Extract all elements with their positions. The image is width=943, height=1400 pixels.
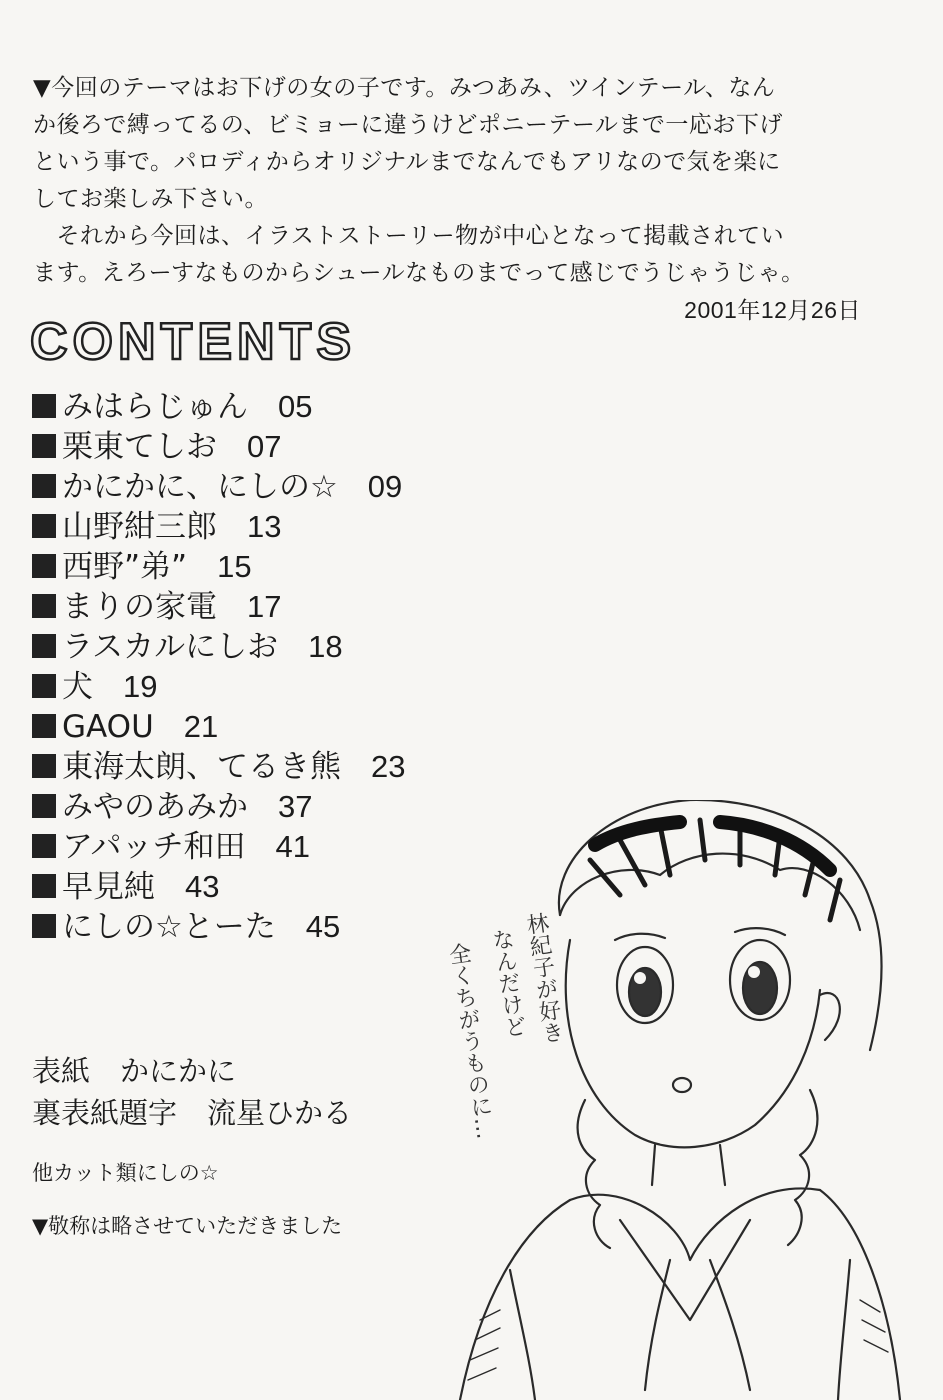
square-bullet-icon bbox=[32, 874, 56, 898]
toc-author: みはらじゅん bbox=[62, 389, 248, 425]
toc-author: 早見純 bbox=[62, 869, 155, 905]
intro-line: か後ろで縛ってるの、ビミョーに違うけどポニーテールまで一応お下げ bbox=[33, 112, 783, 138]
toc-page: 05 bbox=[278, 389, 313, 424]
square-bullet-icon bbox=[32, 434, 56, 458]
girl-sketch-illustration bbox=[420, 800, 920, 1400]
square-bullet-icon bbox=[32, 554, 56, 578]
toc-page: 15 bbox=[217, 549, 252, 584]
square-bullet-icon bbox=[32, 594, 56, 618]
toc-page: 13 bbox=[247, 509, 282, 544]
toc-entry bbox=[32, 587, 405, 627]
cover-artist: かにかに bbox=[120, 1054, 237, 1088]
toc-entry bbox=[32, 667, 405, 707]
toc-author: かにかに、にしの☆ bbox=[62, 469, 338, 505]
intro-line: それから今回は、イラストストーリー物が中心となって掲載されてい bbox=[33, 223, 785, 249]
intro-line: ます。えろーすなものからシュールなものまでって感じでうじゃうじゃ。 bbox=[33, 260, 805, 286]
cover-label: 表紙 bbox=[32, 1054, 91, 1088]
toc-entry bbox=[32, 627, 405, 667]
toc-author: 犬 bbox=[62, 669, 93, 705]
square-bullet-icon bbox=[32, 674, 56, 698]
toc-author: みやのあみか bbox=[62, 789, 248, 825]
square-bullet-icon bbox=[32, 834, 56, 858]
intro-date: 2001年12月26日 bbox=[684, 297, 861, 323]
toc-entry bbox=[32, 787, 405, 827]
square-bullet-icon bbox=[32, 754, 56, 778]
toc-page: 17 bbox=[247, 589, 282, 624]
handwritten-note-3: 全くちがうものに… bbox=[444, 941, 497, 1141]
toc-entry bbox=[32, 467, 405, 507]
toc-page: 41 bbox=[275, 829, 311, 864]
toc-entry bbox=[32, 907, 405, 947]
back-cover-label: 裏表紙題字 bbox=[32, 1096, 178, 1130]
toc-page: 45 bbox=[305, 909, 341, 944]
intro-line: ▼今回のテーマはお下げの女の子です。みつあみ、ツインテール、なん bbox=[33, 75, 776, 101]
intro-line: してお楽しみ下さい。 bbox=[33, 186, 268, 212]
back-cover-artist: 流星ひかる bbox=[207, 1096, 353, 1130]
toc-author: 西野”弟” bbox=[62, 549, 188, 585]
toc-entry bbox=[32, 427, 405, 467]
toc-entry bbox=[32, 827, 405, 867]
cuts-label: 他カット類 bbox=[32, 1161, 137, 1185]
contents-heading: CONTENTS bbox=[30, 313, 356, 371]
toc-entry bbox=[32, 747, 405, 787]
intro-line: という事で。パロディからオリジナルまでなんでもアリなので気を楽に bbox=[33, 149, 781, 175]
table-of-contents bbox=[32, 387, 405, 947]
intro-text bbox=[33, 70, 873, 329]
square-bullet-icon bbox=[32, 914, 56, 938]
toc-author: 東海太朗、てるき熊 bbox=[62, 749, 341, 785]
toc-page: 23 bbox=[371, 749, 406, 784]
square-bullet-icon bbox=[32, 714, 56, 738]
credits bbox=[32, 1050, 352, 1134]
toc-entry bbox=[32, 507, 405, 547]
toc-entry bbox=[32, 707, 405, 747]
handwritten-note-1: 林紀子が好き bbox=[521, 910, 566, 1046]
square-bullet-icon bbox=[32, 514, 56, 538]
toc-author: GAOU bbox=[62, 709, 154, 745]
toc-author: 栗東てしお bbox=[62, 429, 217, 465]
toc-entry bbox=[32, 867, 405, 907]
toc-page: 07 bbox=[247, 429, 282, 464]
toc-entry bbox=[32, 547, 405, 587]
toc-page: 18 bbox=[308, 629, 343, 664]
toc-page: 09 bbox=[367, 469, 403, 504]
back-cover-credit bbox=[32, 1092, 352, 1134]
square-bullet-icon bbox=[32, 474, 56, 498]
toc-page: 19 bbox=[123, 669, 158, 704]
toc-entry bbox=[32, 387, 405, 427]
honorific-note: ▼敬称は略させていただきました bbox=[32, 1214, 343, 1238]
toc-author: にしの☆とーた bbox=[62, 909, 276, 945]
toc-author: まりの家電 bbox=[62, 589, 217, 625]
square-bullet-icon bbox=[32, 794, 56, 818]
handwritten-note-2: なんだけど bbox=[487, 926, 528, 1040]
toc-author: ラスカルにしお bbox=[62, 629, 279, 665]
toc-page: 37 bbox=[278, 789, 313, 824]
toc-page: 43 bbox=[185, 869, 220, 904]
toc-page: 21 bbox=[183, 709, 219, 744]
cuts-credit bbox=[32, 1157, 219, 1187]
toc-author: アパッチ和田 bbox=[62, 829, 246, 865]
cover-credit bbox=[32, 1050, 352, 1092]
cuts-artist: にしの☆ bbox=[136, 1161, 219, 1185]
square-bullet-icon bbox=[32, 394, 56, 418]
toc-author: 山野紺三郎 bbox=[62, 509, 217, 545]
square-bullet-icon bbox=[32, 634, 56, 658]
